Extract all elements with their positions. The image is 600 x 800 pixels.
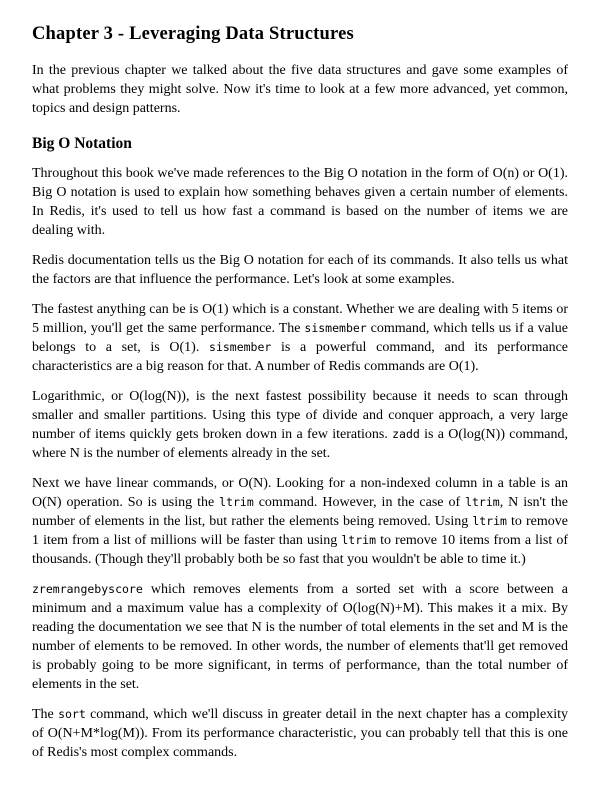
text-run: command. However, in the case of (253, 495, 466, 510)
text-run: which removes elements from a sorted set with a score between a minimum and a maximum value has a complexity of O(log(N)+M). This makes it a mix. By reading the documentation we see that N is the number of total elements in the set and M is the number of elements to be removed. In other words, the number of elements that'll get removed is probably going to be more significant, in terms of performance, than the total number of elements in the set. (32, 582, 568, 692)
inline-code: sismember (209, 340, 272, 354)
text-run: In the previous chapter we talked about the five data structures and gave some examples of what problems they might solve. Now it's time to look at a few more advanced, yet common, topics and design patterns. (32, 63, 568, 116)
text-run: The (32, 707, 59, 722)
text-run: to remove 1 item from a list of millions will be faster than using (32, 514, 568, 548)
paragraph-big-o-overview (32, 164, 568, 240)
text-run: Throughout this book we've made references to the Big O notation in the form of O(n) or O(1). Big O notation is used to explain how something behaves given a certain number of elements. In Redis, it's used to tell us how fast a command is based on the number of items we are dealing with. (32, 166, 568, 238)
inline-code: ltrim (341, 533, 376, 547)
text-run: Redis documentation tells us the Big O notation for each of its commands. It also tells us what the factors are that influence the performance. Let's look at some examples. (32, 253, 568, 287)
text-run: , N isn't the number of elements in the list, but rather the elements being removed. Using (32, 495, 568, 529)
text-run: is a powerful command, and its performance characteristics are a big reason for that. A number of Redis commands are O(1). (32, 340, 568, 374)
paragraph-sort-command (32, 705, 568, 762)
inline-code: zremrangebyscore (32, 582, 143, 596)
inline-code: ltrim (465, 495, 500, 509)
paragraph-intro (32, 61, 568, 118)
paragraph-zremrangebyscore (32, 580, 568, 694)
inline-code: zadd (392, 427, 420, 441)
inline-code: ltrim (472, 514, 507, 528)
text-run: The fastest anything can be is O(1) which is a constant. Whether we are dealing with 5 items or 5 million, you'll get the same performance. The (32, 302, 568, 336)
chapter-title: Chapter 3 - Leveraging Data Structures (32, 24, 354, 44)
text-run: Logarithmic, or O(log(N)), is the next fastest possibility because it needs to scan through smaller and smaller partitions. Using this type of divide and conquer approach, a very large number of items quickly gets broken down in a few iterations. (32, 389, 568, 442)
inline-code: sort (58, 707, 86, 721)
text-run: to remove 10 items from a list of thousands. (Though they'll probably both be so fast that you wouldn't be able to time it.) (32, 533, 568, 567)
inline-code: sismember (304, 321, 367, 335)
text-run: command, which we'll discuss in greater detail in the next chapter has a complexity of O(N+M*log(M)). From its performance characteristic, you can probably tell that this is one of Redis's most complex commands. (32, 707, 568, 760)
inline-code: ltrim (219, 495, 254, 509)
text-run: is a O(log(N)) command, where N is the number of elements already in the set. (32, 427, 568, 461)
paragraph-logarithmic (32, 387, 568, 463)
text-run: command, which tells us if a value belongs to a set, is O(1). (32, 321, 568, 355)
paragraph-constant-time (32, 300, 568, 376)
paragraph-linear (32, 474, 568, 569)
text-run: Next we have linear commands, or O(N). Looking for a non-indexed column in a table is an O(N) operation. So is using the (32, 476, 568, 510)
paragraph-redis-documentation (32, 251, 568, 289)
section-heading-big-o-notation: Big O Notation (32, 135, 132, 152)
